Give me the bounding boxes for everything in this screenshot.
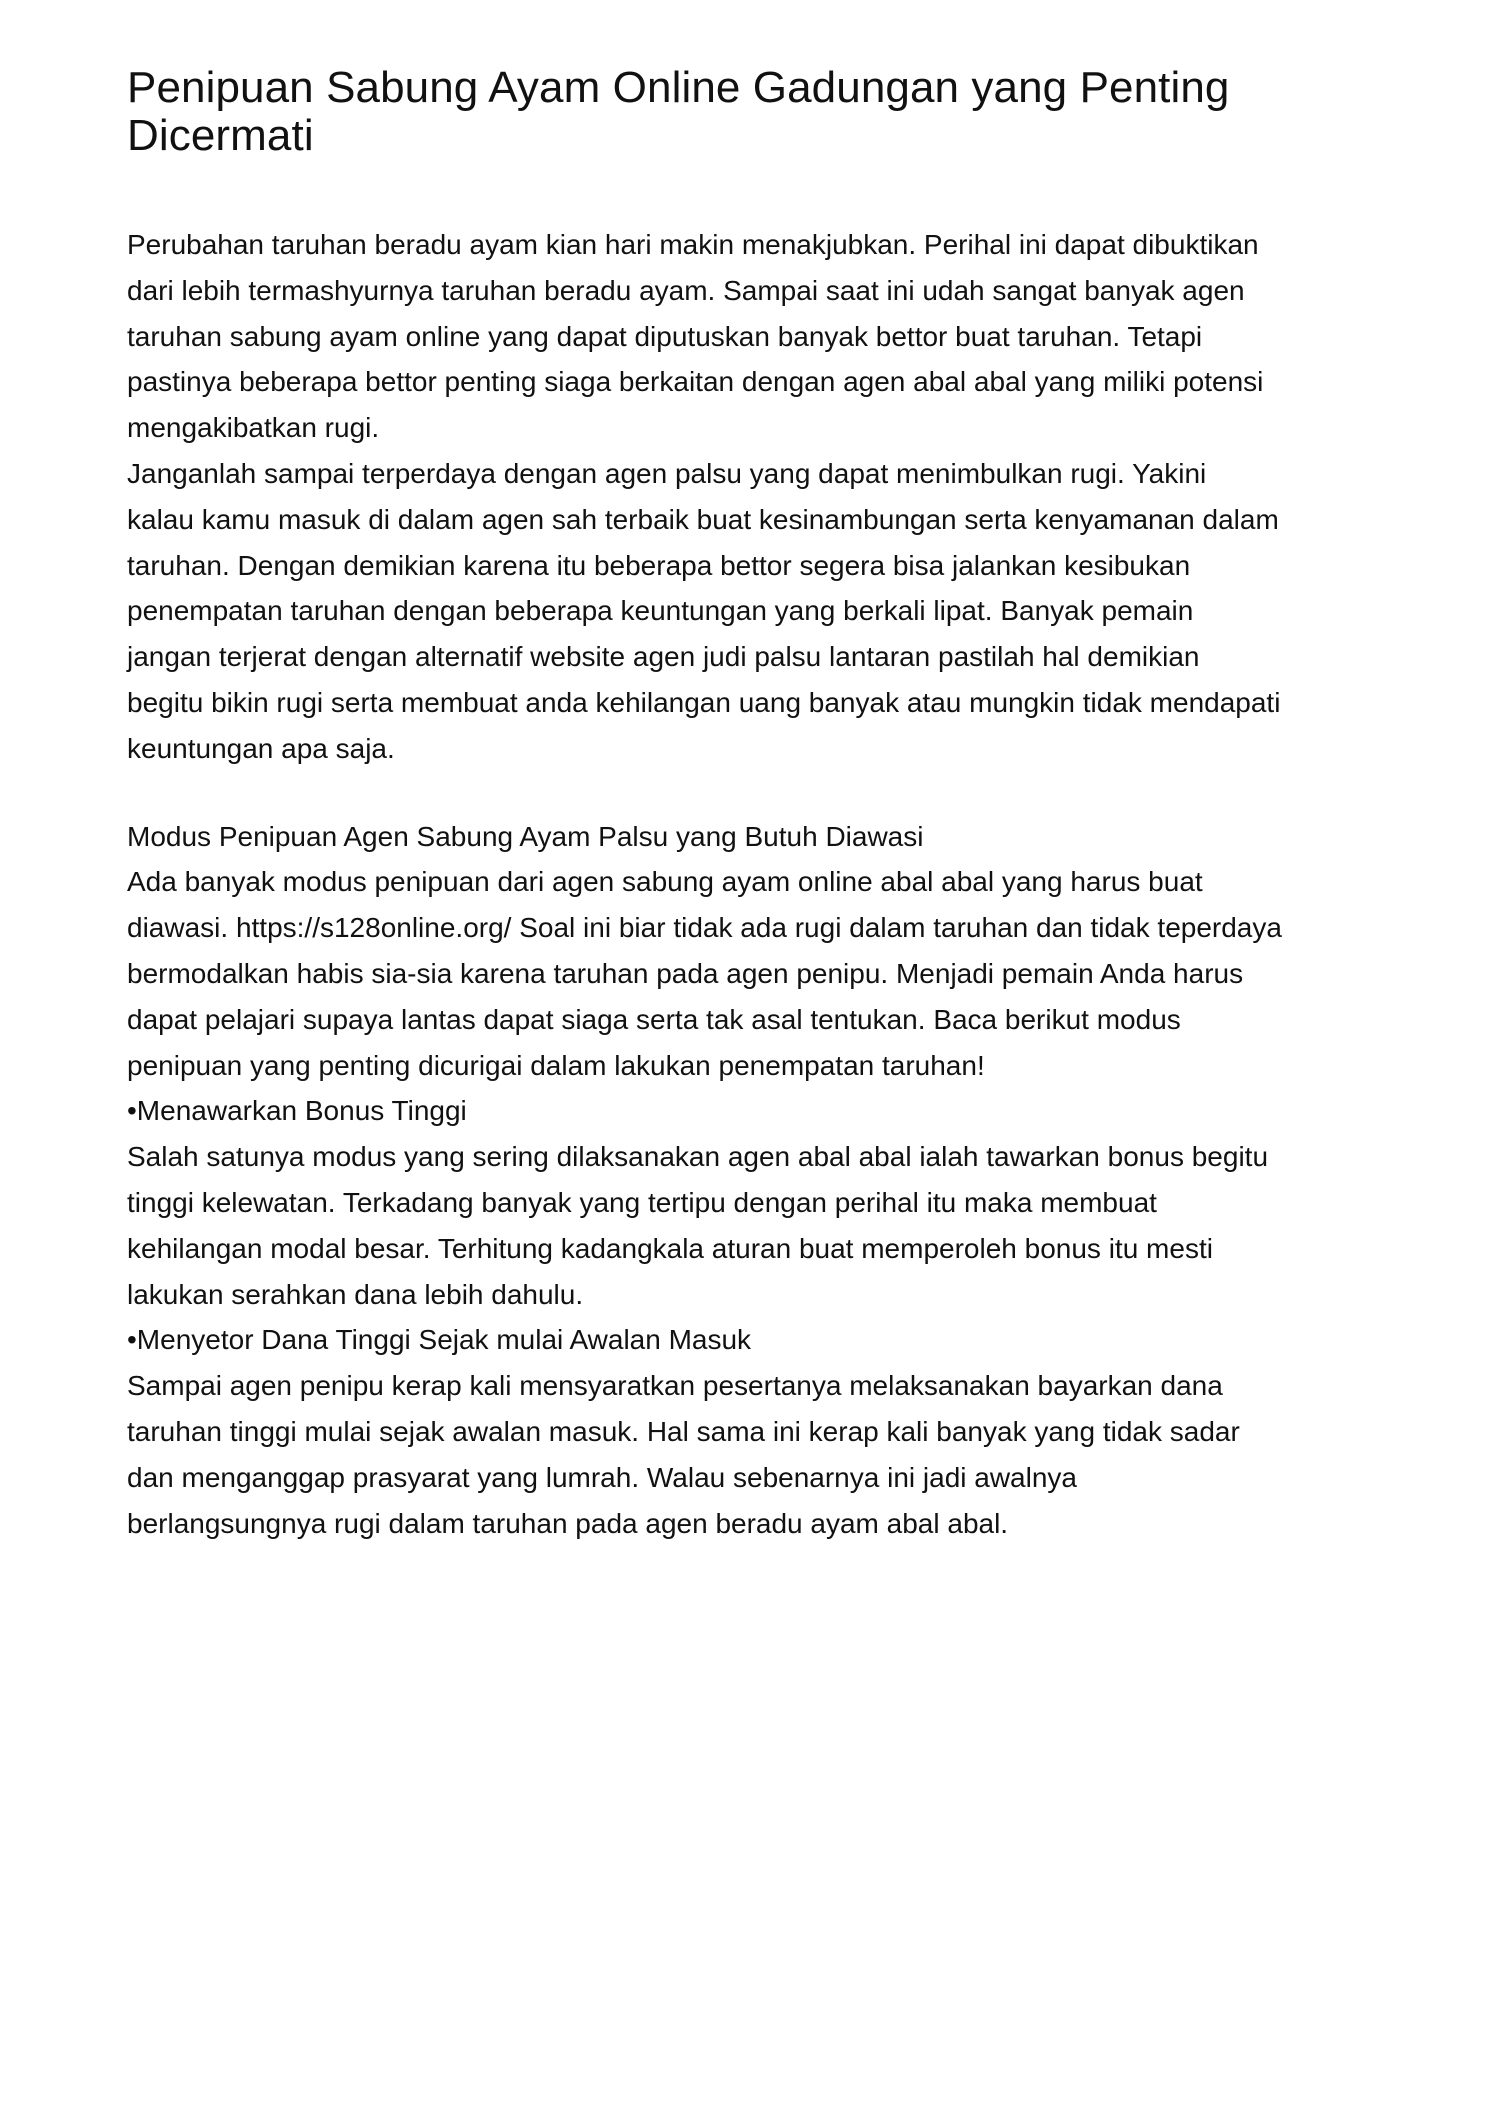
text-line: kalau kamu masuk di dalam agen sah terbaik buat kesinambungan serta kenyamanan dalam: [127, 503, 1279, 535]
bullet-heading: •Menyetor Dana Tinggi Sejak mulai Awalan Masuk: [127, 1324, 752, 1356]
modus-section: [127, 814, 1387, 1547]
text-line: taruhan tinggi mulai sejak awalan masuk. Hal sama ini kerap kali banyak yang tidak sadar: [127, 1415, 1240, 1447]
text-line: Sampai agen penipu kerap kali mensyaratkan pesertanya melaksanakan bayarkan dana: [127, 1370, 1223, 1402]
text-line: taruhan sabung ayam online yang dapat diputuskan banyak bettor buat taruhan. Tetapi: [127, 320, 1203, 352]
text-line: keuntungan apa saja.: [127, 732, 395, 764]
text-line: penempatan taruhan dengan beberapa keuntungan yang berkali lipat. Banyak pemain: [127, 595, 1194, 627]
document-page: [127, 64, 1387, 1546]
text-line: taruhan. Dengan demikian karena itu beberapa bettor segera bisa jalankan kesibukan: [127, 549, 1191, 581]
title-line: Dicermati: [127, 111, 314, 160]
text-line: Ada banyak modus penipuan dari agen sabung ayam online abal abal yang harus buat: [127, 866, 1203, 898]
text-line: dan menganggap prasyarat yang lumrah. Walau sebenarnya ini jadi awalnya: [127, 1461, 1077, 1493]
text-line: Perubahan taruhan beradu ayam kian hari makin menakjubkan. Perihal ini dapat dibuktikan: [127, 229, 1259, 260]
text-line: dari lebih termashyurnya taruhan beradu ayam. Sampai saat ini udah sangat banyak agen: [127, 274, 1245, 306]
text-line: jangan terjerat dengan alternatif website agen judi palsu lantaran pastilah hal demikian: [127, 641, 1200, 673]
text-line: mengakibatkan rugi.: [127, 412, 380, 444]
document-title: [127, 64, 1387, 160]
text-line: pastinya beberapa bettor penting siaga berkaitan dengan agen abal abal yang miliki potensi: [127, 366, 1264, 398]
text-line: dapat pelajari supaya lantas dapat siaga serta tak asal tentukan. Baca berikut modus: [127, 1003, 1181, 1035]
document-body: [127, 222, 1387, 1546]
text-line: kehilangan modal besar. Terhitung kadangkala aturan buat memperoleh bonus itu mesti: [127, 1232, 1213, 1264]
intro-paragraph: [127, 222, 1387, 772]
text-line: lakukan serahkan dana lebih dahulu.: [127, 1278, 584, 1310]
section-heading: Modus Penipuan Agen Sabung Ayam Palsu yang Butuh Diawasi: [127, 820, 924, 852]
text-line: bermodalkan habis sia-sia karena taruhan pada agen penipu. Menjadi pemain Anda harus: [127, 957, 1244, 989]
text-line: begitu bikin rugi serta membuat anda kehilangan uang banyak atau mungkin tidak mendapati: [127, 686, 1281, 718]
text-line: tinggi kelewatan. Terkadang banyak yang tertipu dengan perihal itu maka membuat: [127, 1186, 1157, 1218]
text-line: diawasi. https://s128online.org/ Soal ini biar tidak ada rugi dalam taruhan dan tidak teperdaya: [127, 912, 1282, 944]
text-line: penipuan yang penting dicurigai dalam lakukan penempatan taruhan!: [127, 1049, 985, 1081]
paragraph-gap: [127, 772, 1387, 814]
title-line: Penipuan Sabung Ayam Online Gadungan yang Penting: [127, 63, 1230, 112]
bullet-heading: •Menawarkan Bonus Tinggi: [127, 1095, 467, 1127]
text-line: Janganlah sampai terperdaya dengan agen palsu yang dapat menimbulkan rugi. Yakini: [127, 457, 1207, 489]
text-line: Salah satunya modus yang sering dilaksanakan agen abal abal ialah tawarkan bonus begitu: [127, 1141, 1269, 1173]
text-line: berlangsungnya rugi dalam taruhan pada agen beradu ayam abal abal.: [127, 1507, 1009, 1539]
